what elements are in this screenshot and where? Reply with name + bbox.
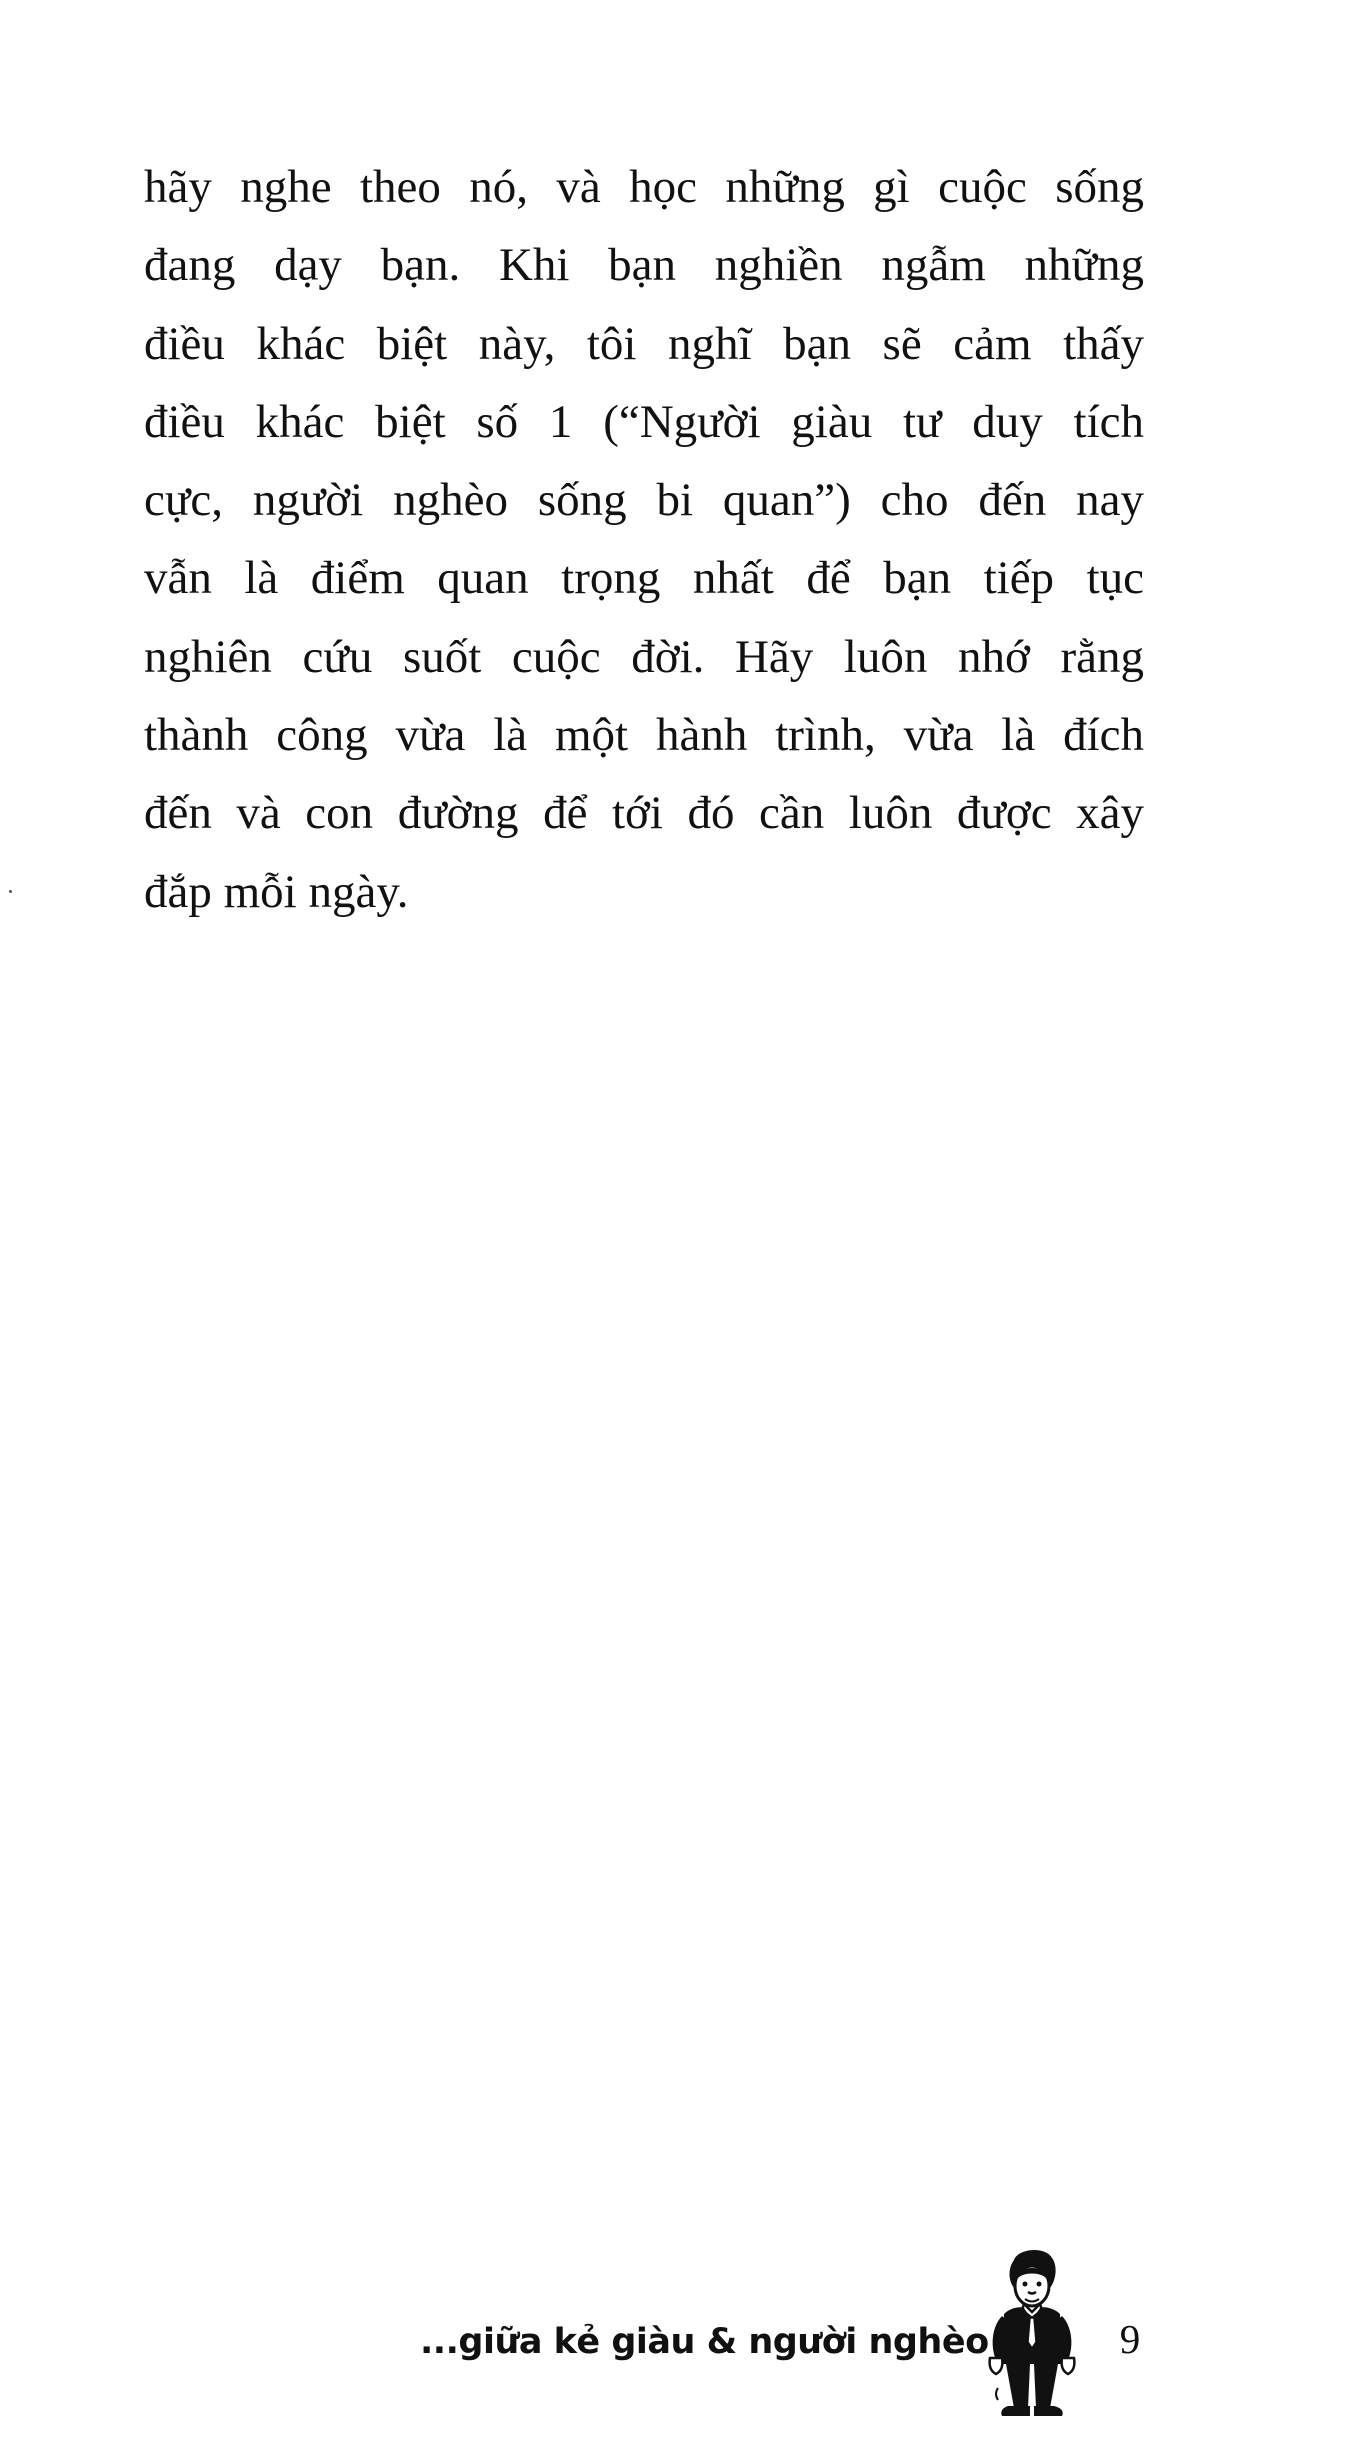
body-line: đến và con đường để tới đó cần luôn được xây — [144, 787, 1144, 840]
body-line: đang dạy bạn. Khi bạn nghiền ngẫm những — [144, 239, 1144, 292]
running-footer-title: ...giữa kẻ giàu & người nghèo — [420, 2322, 989, 2362]
page-number: 9 — [1119, 2316, 1141, 2362]
body-line: thành công vừa là một hành trình, vừa là đích — [144, 709, 1144, 762]
body-line: vẫn là điểm quan trọng nhất để bạn tiếp tục — [144, 552, 1144, 605]
body-line: hãy nghe theo nó, và học những gì cuộc sống — [144, 161, 1144, 213]
body-line: điều khác biệt số 1 (“Người giàu tư duy tích — [144, 395, 1144, 448]
body-line: nghiên cứu suốt cuộc đời. Hãy luôn nhớ rằng — [144, 630, 1144, 683]
body-line: đắp mỗi ngày. — [144, 865, 409, 918]
body-line: cực, người nghèo sống bi quan”) cho đến nay — [144, 474, 1144, 527]
rich-man-cartoon-icon — [984, 2246, 1080, 2422]
scan-speck — [9, 890, 12, 893]
body-line: điều khác biệt này, tôi nghĩ bạn sẽ cảm thấy — [144, 317, 1144, 370]
body-paragraph — [144, 148, 1144, 931]
